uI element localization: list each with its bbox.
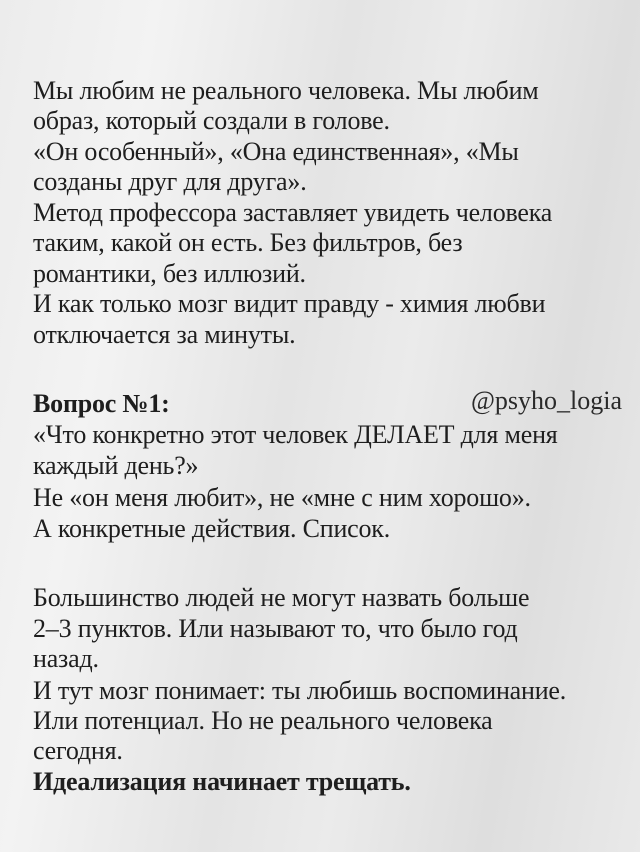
text-line: романтики, без иллюзий. (33, 259, 306, 288)
text-line: Или потенциал. Но не реального человека (33, 706, 493, 735)
text-line: таким, какой он есть. Без фильтров, без (33, 228, 463, 257)
text-line: Метод профессора заставляет увидеть человека (33, 198, 553, 227)
conclusion-line: Идеализация начинает трещать. (33, 767, 411, 796)
text-line: 2–3 пунктов. Или называют то, что было год (33, 614, 518, 643)
text-line: Большинство людей не могут назвать больше (33, 583, 530, 612)
text-line: созданы друг для друга». (33, 167, 307, 196)
text-line: И как только мозг видит правду - химия любви (33, 289, 546, 318)
text-line: И тут мозг понимает: ты любишь воспоминание. (33, 676, 567, 705)
text-line: сегодня. (33, 736, 123, 765)
text-line: «Он особенный», «Она единственная», «Мы (33, 137, 519, 166)
text-line: каждый день?» (33, 451, 199, 480)
text-line: отключается за минуты. (33, 320, 296, 349)
text-line: «Что конкретно этот человек ДЕЛАЕТ для меня (33, 420, 558, 449)
question-title: Вопрос №1: (33, 389, 170, 418)
text-line: Мы любим не реального человека. Мы любим (33, 76, 539, 105)
text-line: Не «он меня любит», не «мне с ним хорошо». (33, 483, 531, 512)
text-line: А конкретные действия. Список. (33, 514, 391, 543)
text-line: образ, который создали в голове. (33, 106, 390, 135)
text-line: назад. (33, 644, 99, 673)
author-handle: @psyho_logia (470, 386, 622, 415)
